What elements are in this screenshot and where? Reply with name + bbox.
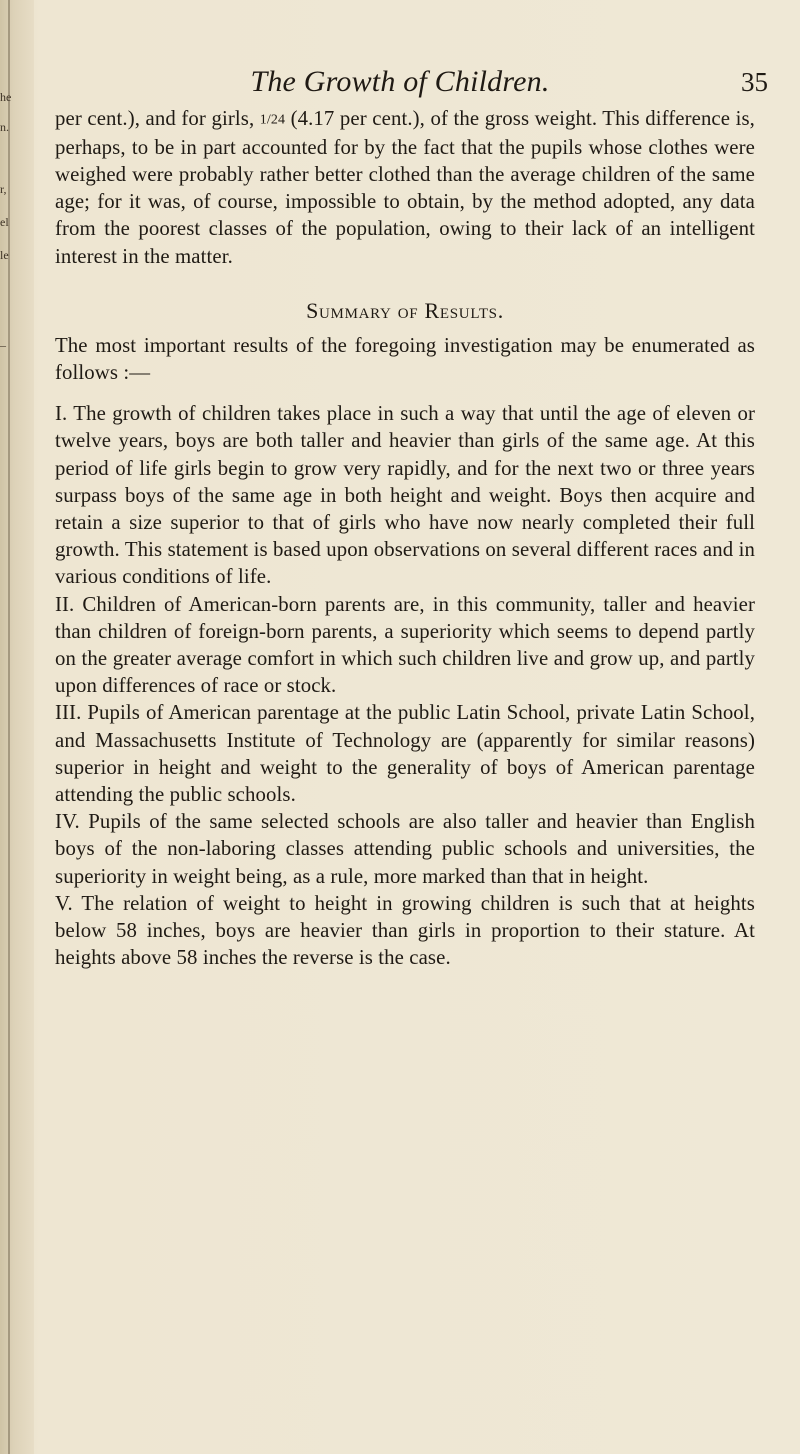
paragraph-intro: The most important results of the foregoing investigation may be enumerated as follows :— [55,333,755,385]
result-item: II. Children of American-born parents are, in this community, taller and heavier than children of foreign-born parents, a superiority which seems to depend partly on the greater average comfort in which such children live and grow up, and partly upon differences of race or stock. [55,592,755,698]
margin-bleed-text: el [0,215,9,229]
result-item: III. Pupils of American parentage at the public Latin School, private Latin School, and Massachusetts Institute of Technology are (apparently for similar reasons) superior in height and weight to the generality of boys of American parentage attending the public schools. [55,701,755,807]
margin-bleed-text: – [0,338,6,352]
page-header [0,64,800,100]
running-title: The Growth of Children. [250,65,550,98]
result-item: IV. Pupils of the same selected schools are also taller and heavier than English boys of the non-laboring classes attending public schools and universities, the superiority in weight being, as a rule, more marked than that in height. [55,810,755,888]
paragraph-continuation [55,105,755,270]
margin-bleed-text: n. [0,120,9,134]
margin-bleed-text: le [0,248,9,262]
paragraph-text: per cent.), and for girls, [55,107,260,130]
paragraph-text: (4.17 per cent.), of the gross weight. This difference is, perhaps, to be in part accounted for by the fact that the pupils whose clothes were weighed were probably rather better clothed than the average children of the same age; for it was, of course, impossible to obtain, by the method adopted, any data from the poorest classes of the population, owing to their lack of an intelligent interest in the matter. [55,107,755,268]
fraction: 1/24 [259,112,286,128]
margin-bleed-text: he [0,90,12,104]
result-item: V. The relation of weight to height in growing children is such that at heights below 58 inches, boys are heavier than girls in proportion to their stature. At heights above 58 inches the reverse is the case. [55,891,755,970]
section-heading: Summary of Results. [306,297,504,323]
page-body [55,105,755,972]
margin-bleed-text: r, [0,182,7,196]
page-number: 35 [741,67,768,97]
result-item: I. The growth of children takes place in such a way that until the age of eleven or twelve years, boys are both taller and heavier than girls of the same age. At this period of life girls begin to grow very rapidly, and for the next two or three years surpass boys of the same age in both height and weight. Boys then acquire and retain a size superior to that of girls who have now nearly completed their full growth. This statement is based upon observations on several different races and in various conditions of life. [55,402,755,589]
paragraph-gap [55,386,755,400]
